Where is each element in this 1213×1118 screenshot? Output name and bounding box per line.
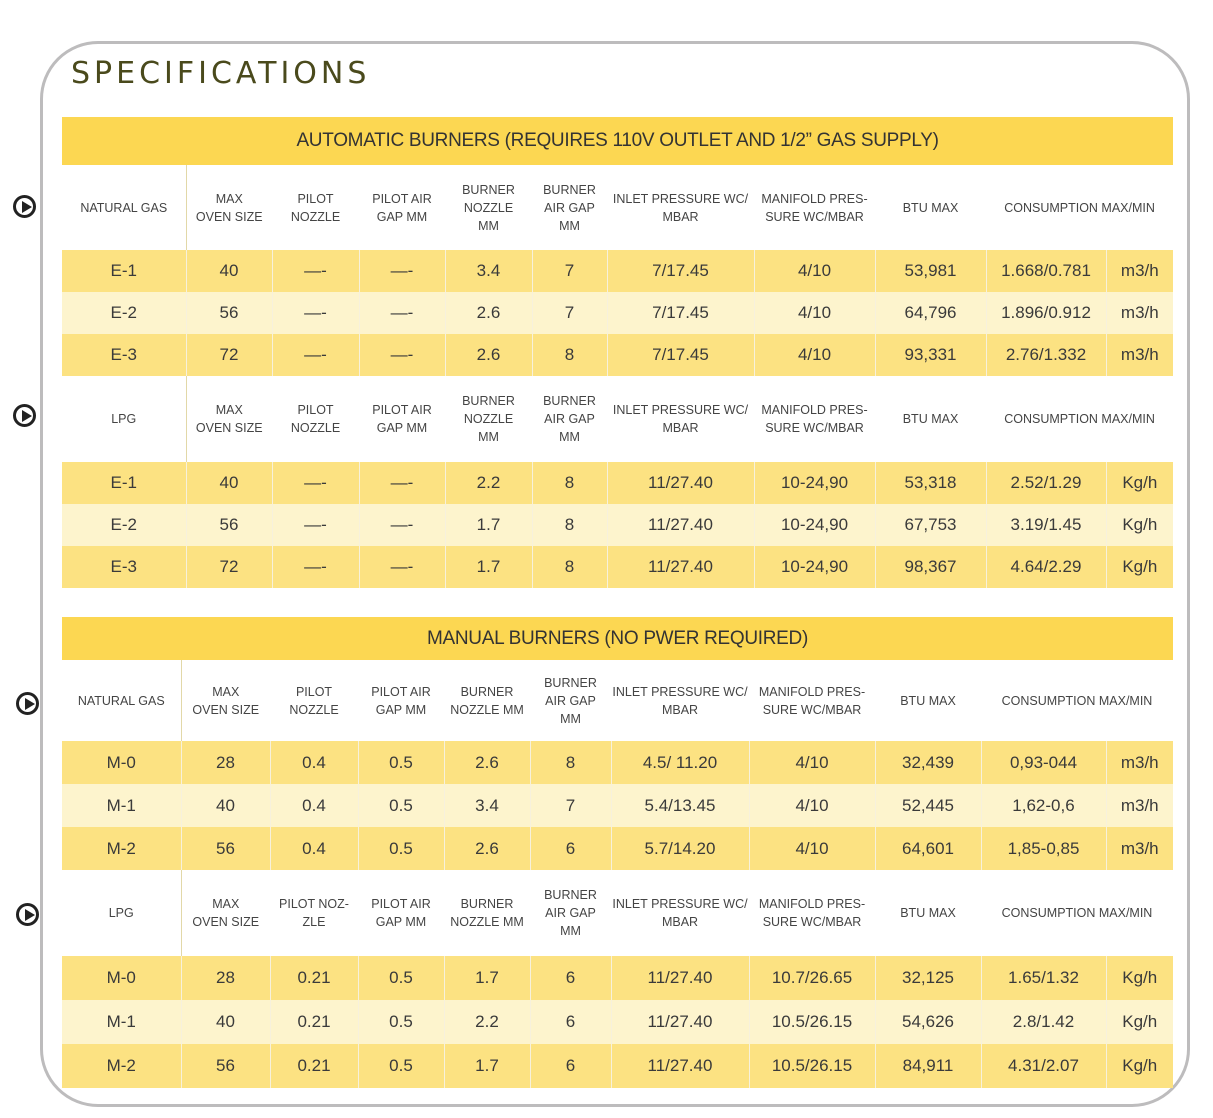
data-cell: 2.6 — [444, 741, 530, 784]
data-cell: 0.5 — [358, 1044, 444, 1088]
header-max-oven-size: MAX OVEN SIZE — [181, 870, 270, 956]
header-burner-air-gap: BURNER AIR GAP MM — [530, 660, 611, 741]
table-row — [62, 504, 1173, 546]
gas-type-label: LPG — [62, 870, 181, 956]
data-cell: 10-24,90 — [754, 462, 875, 504]
header-max-oven-size: MAX OVEN SIZE — [186, 165, 272, 250]
unit-cell: Kg/h — [1106, 1000, 1173, 1044]
data-cell: 56 — [186, 292, 272, 334]
header-pilot-air-gap: PILOT AIR GAP MM — [359, 376, 445, 462]
model-cell: E-1 — [62, 462, 186, 504]
data-cell: —- — [272, 462, 359, 504]
table-row — [62, 546, 1173, 588]
data-cell: 3.4 — [445, 250, 532, 292]
data-cell: 93,331 — [875, 334, 986, 376]
model-cell: M-1 — [62, 1000, 181, 1044]
data-cell: 0.4 — [270, 827, 358, 870]
data-cell: 28 — [181, 956, 270, 1000]
unit-cell: m3/h — [1106, 334, 1173, 376]
data-cell: 67,753 — [875, 504, 986, 546]
data-cell: 53,981 — [875, 250, 986, 292]
header-manifold-pressure: MANIFOLD PRES- SURE WC/MBAR — [749, 870, 875, 956]
data-cell: 4/10 — [749, 741, 875, 784]
header-btu-max: BTU MAX — [875, 165, 986, 250]
header-burner-air-gap: BURNER AIR GAP MM — [532, 376, 607, 462]
data-cell: —- — [359, 292, 445, 334]
data-cell: 7 — [532, 292, 607, 334]
data-cell: 2.76/1.332 — [986, 334, 1106, 376]
data-cell: 2.6 — [445, 334, 532, 376]
data-cell: 56 — [181, 827, 270, 870]
header-pilot-nozzle: PILOT NOZZLE — [270, 660, 358, 741]
page-title: SPECIFICATIONS — [71, 56, 371, 91]
data-cell: 28 — [181, 741, 270, 784]
data-cell: 1,85-0,85 — [981, 827, 1106, 870]
data-cell: 4/10 — [754, 292, 875, 334]
data-cell: 11/27.40 — [611, 956, 749, 1000]
data-cell: 0.21 — [270, 956, 358, 1000]
table-row — [62, 292, 1173, 334]
data-cell: 0.5 — [358, 1000, 444, 1044]
data-cell: 2.8/1.42 — [981, 1000, 1106, 1044]
model-cell: M-2 — [62, 827, 181, 870]
data-cell: 0.5 — [358, 784, 444, 827]
header-pilot-nozzle: PILOT NOZ- ZLE — [270, 870, 358, 956]
manual-burners-table — [62, 617, 1173, 1088]
unit-cell: m3/h — [1106, 292, 1173, 334]
data-cell: —- — [359, 334, 445, 376]
data-cell: 7 — [532, 250, 607, 292]
data-cell: 64,796 — [875, 292, 986, 334]
header-manifold-pressure: MANIFOLD PRES- SURE WC/MBAR — [749, 660, 875, 741]
data-cell: 8 — [530, 741, 611, 784]
data-cell: 8 — [532, 334, 607, 376]
data-cell: 7 — [530, 784, 611, 827]
model-cell: E-3 — [62, 546, 186, 588]
gas-type-label: NATURAL GAS — [62, 660, 181, 741]
header-burner-nozzle: BURNER NOZZLE MM — [444, 660, 530, 741]
data-cell: 32,439 — [875, 741, 981, 784]
model-cell: E-2 — [62, 504, 186, 546]
model-cell: M-1 — [62, 784, 181, 827]
table-banner: AUTOMATIC BURNERS (REQUIRES 110V OUTLET AND 1/2” GAS SUPPLY) — [62, 117, 1173, 165]
header-pilot-air-gap: PILOT AIR GAP MM — [359, 165, 445, 250]
data-cell: 6 — [530, 1000, 611, 1044]
data-cell: 0.4 — [270, 784, 358, 827]
header-btu-max: BTU MAX — [875, 660, 981, 741]
data-cell: 54,626 — [875, 1000, 981, 1044]
header-consumption: CONSUMPTION MAX/MIN — [981, 870, 1173, 956]
table-row — [62, 741, 1173, 784]
data-cell: 1.896/0.912 — [986, 292, 1106, 334]
data-cell: 1.65/1.32 — [981, 956, 1106, 1000]
data-cell: 64,601 — [875, 827, 981, 870]
data-cell: 56 — [186, 504, 272, 546]
play-icon[interactable] — [13, 195, 36, 218]
data-cell: 0.21 — [270, 1044, 358, 1088]
table-row — [62, 784, 1173, 827]
data-cell: 1.7 — [445, 546, 532, 588]
header-inlet-pressure: INLET PRESSURE WC/ MBAR — [607, 165, 754, 250]
data-cell: 40 — [186, 462, 272, 504]
header-burner-nozzle: BURNER NOZZLE MM — [444, 870, 530, 956]
data-cell: 4/10 — [749, 827, 875, 870]
unit-cell: Kg/h — [1106, 956, 1173, 1000]
header-pilot-nozzle: PILOT NOZZLE — [272, 376, 359, 462]
data-cell: 40 — [181, 1000, 270, 1044]
column-header-row — [62, 376, 1173, 462]
data-cell: 53,318 — [875, 462, 986, 504]
table-row — [62, 1044, 1173, 1088]
data-cell: 52,445 — [875, 784, 981, 827]
data-cell: 0.4 — [270, 741, 358, 784]
table-row — [62, 1000, 1173, 1044]
data-cell: 32,125 — [875, 956, 981, 1000]
header-consumption: CONSUMPTION MAX/MIN — [981, 660, 1173, 741]
unit-cell: Kg/h — [1106, 504, 1173, 546]
header-inlet-pressure: INLET PRESSURE WC/ MBAR — [611, 870, 749, 956]
data-cell: 11/27.40 — [607, 462, 754, 504]
data-cell: 1.7 — [445, 504, 532, 546]
header-inlet-pressure: INLET PRESSURE WC/ MBAR — [607, 376, 754, 462]
unit-cell: m3/h — [1106, 784, 1173, 827]
data-cell: 1.7 — [444, 956, 530, 1000]
data-cell: 0.21 — [270, 1000, 358, 1044]
data-cell: 1,62-0,6 — [981, 784, 1106, 827]
data-cell: 4.31/2.07 — [981, 1044, 1106, 1088]
model-cell: M-0 — [62, 956, 181, 1000]
data-cell: 6 — [530, 956, 611, 1000]
unit-cell: m3/h — [1106, 250, 1173, 292]
unit-cell: Kg/h — [1106, 546, 1173, 588]
column-header-row — [62, 870, 1173, 956]
data-cell: 7/17.45 — [607, 250, 754, 292]
data-cell: 7/17.45 — [607, 292, 754, 334]
data-cell: 72 — [186, 334, 272, 376]
header-max-oven-size: MAX OVEN SIZE — [181, 660, 270, 741]
data-cell: 72 — [186, 546, 272, 588]
data-cell: 11/27.40 — [611, 1044, 749, 1088]
data-cell: —- — [272, 546, 359, 588]
column-header-row — [62, 165, 1173, 250]
table-row — [62, 334, 1173, 376]
data-cell: 4/10 — [749, 784, 875, 827]
play-icon[interactable] — [16, 903, 39, 926]
model-cell: E-2 — [62, 292, 186, 334]
data-cell: 0.5 — [358, 956, 444, 1000]
header-pilot-air-gap: PILOT AIR GAP MM — [358, 870, 444, 956]
gas-type-label: NATURAL GAS — [62, 165, 186, 250]
data-cell: 10.7/26.65 — [749, 956, 875, 1000]
data-cell: 56 — [181, 1044, 270, 1088]
data-cell: 6 — [530, 827, 611, 870]
data-cell: 10-24,90 — [754, 546, 875, 588]
data-cell: 84,911 — [875, 1044, 981, 1088]
data-cell: —- — [359, 250, 445, 292]
data-cell: 8 — [532, 546, 607, 588]
play-icon[interactable] — [13, 404, 36, 427]
data-cell: —- — [272, 292, 359, 334]
data-cell: 4/10 — [754, 250, 875, 292]
data-cell: 0.5 — [358, 827, 444, 870]
data-cell: 6 — [530, 1044, 611, 1088]
unit-cell: m3/h — [1106, 827, 1173, 870]
data-cell: 40 — [186, 250, 272, 292]
data-cell: 10-24,90 — [754, 504, 875, 546]
data-cell: —- — [359, 504, 445, 546]
data-cell: 4.64/2.29 — [986, 546, 1106, 588]
header-manifold-pressure: MANIFOLD PRES- SURE WC/MBAR — [754, 165, 875, 250]
data-cell: 3.19/1.45 — [986, 504, 1106, 546]
data-cell: 0,93-044 — [981, 741, 1106, 784]
unit-cell: m3/h — [1106, 741, 1173, 784]
data-cell: 5.4/13.45 — [611, 784, 749, 827]
header-pilot-air-gap: PILOT AIR GAP MM — [358, 660, 444, 741]
table-row — [62, 250, 1173, 292]
unit-cell: Kg/h — [1106, 1044, 1173, 1088]
header-btu-max: BTU MAX — [875, 376, 986, 462]
data-cell: 2.2 — [444, 1000, 530, 1044]
data-cell: —- — [272, 334, 359, 376]
data-cell: 10.5/26.15 — [749, 1044, 875, 1088]
data-cell: —- — [359, 546, 445, 588]
header-burner-nozzle: BURNER NOZZLE MM — [445, 165, 532, 250]
data-cell: 2.6 — [444, 827, 530, 870]
data-cell: 4/10 — [754, 334, 875, 376]
data-cell: 5.7/14.20 — [611, 827, 749, 870]
data-cell: —- — [272, 504, 359, 546]
play-icon[interactable] — [16, 692, 39, 715]
data-cell: 2.52/1.29 — [986, 462, 1106, 504]
header-burner-nozzle: BURNER NOZZLE MM — [445, 376, 532, 462]
header-inlet-pressure: INLET PRESSURE WC/ MBAR — [611, 660, 749, 741]
data-cell: 2.6 — [445, 292, 532, 334]
gas-type-label: LPG — [62, 376, 186, 462]
data-cell: 1.668/0.781 — [986, 250, 1106, 292]
header-consumption: CONSUMPTION MAX/MIN — [986, 376, 1173, 462]
table-row — [62, 827, 1173, 870]
header-burner-air-gap: BURNER AIR GAP MM — [530, 870, 611, 956]
data-cell: 0.5 — [358, 741, 444, 784]
model-cell: M-0 — [62, 741, 181, 784]
data-cell: 98,367 — [875, 546, 986, 588]
data-cell: 8 — [532, 504, 607, 546]
table-row — [62, 956, 1173, 1000]
table-row — [62, 462, 1173, 504]
header-burner-air-gap: BURNER AIR GAP MM — [532, 165, 607, 250]
table-banner: MANUAL BURNERS (NO PWER REQUIRED) — [62, 617, 1173, 660]
header-btu-max: BTU MAX — [875, 870, 981, 956]
model-cell: M-2 — [62, 1044, 181, 1088]
data-cell: 11/27.40 — [611, 1000, 749, 1044]
header-manifold-pressure: MANIFOLD PRES- SURE WC/MBAR — [754, 376, 875, 462]
data-cell: 3.4 — [444, 784, 530, 827]
model-cell: E-1 — [62, 250, 186, 292]
data-cell: 1.7 — [444, 1044, 530, 1088]
automatic-burners-table — [62, 117, 1173, 588]
unit-cell: Kg/h — [1106, 462, 1173, 504]
data-cell: —- — [359, 462, 445, 504]
header-pilot-nozzle: PILOT NOZZLE — [272, 165, 359, 250]
data-cell: —- — [272, 250, 359, 292]
data-cell: 8 — [532, 462, 607, 504]
data-cell: 11/27.40 — [607, 504, 754, 546]
data-cell: 7/17.45 — [607, 334, 754, 376]
data-cell: 2.2 — [445, 462, 532, 504]
data-cell: 4.5/ 11.20 — [611, 741, 749, 784]
header-max-oven-size: MAX OVEN SIZE — [186, 376, 272, 462]
model-cell: E-3 — [62, 334, 186, 376]
data-cell: 11/27.40 — [607, 546, 754, 588]
data-cell: 40 — [181, 784, 270, 827]
data-cell: 10.5/26.15 — [749, 1000, 875, 1044]
header-consumption: CONSUMPTION MAX/MIN — [986, 165, 1173, 250]
column-header-row — [62, 660, 1173, 741]
